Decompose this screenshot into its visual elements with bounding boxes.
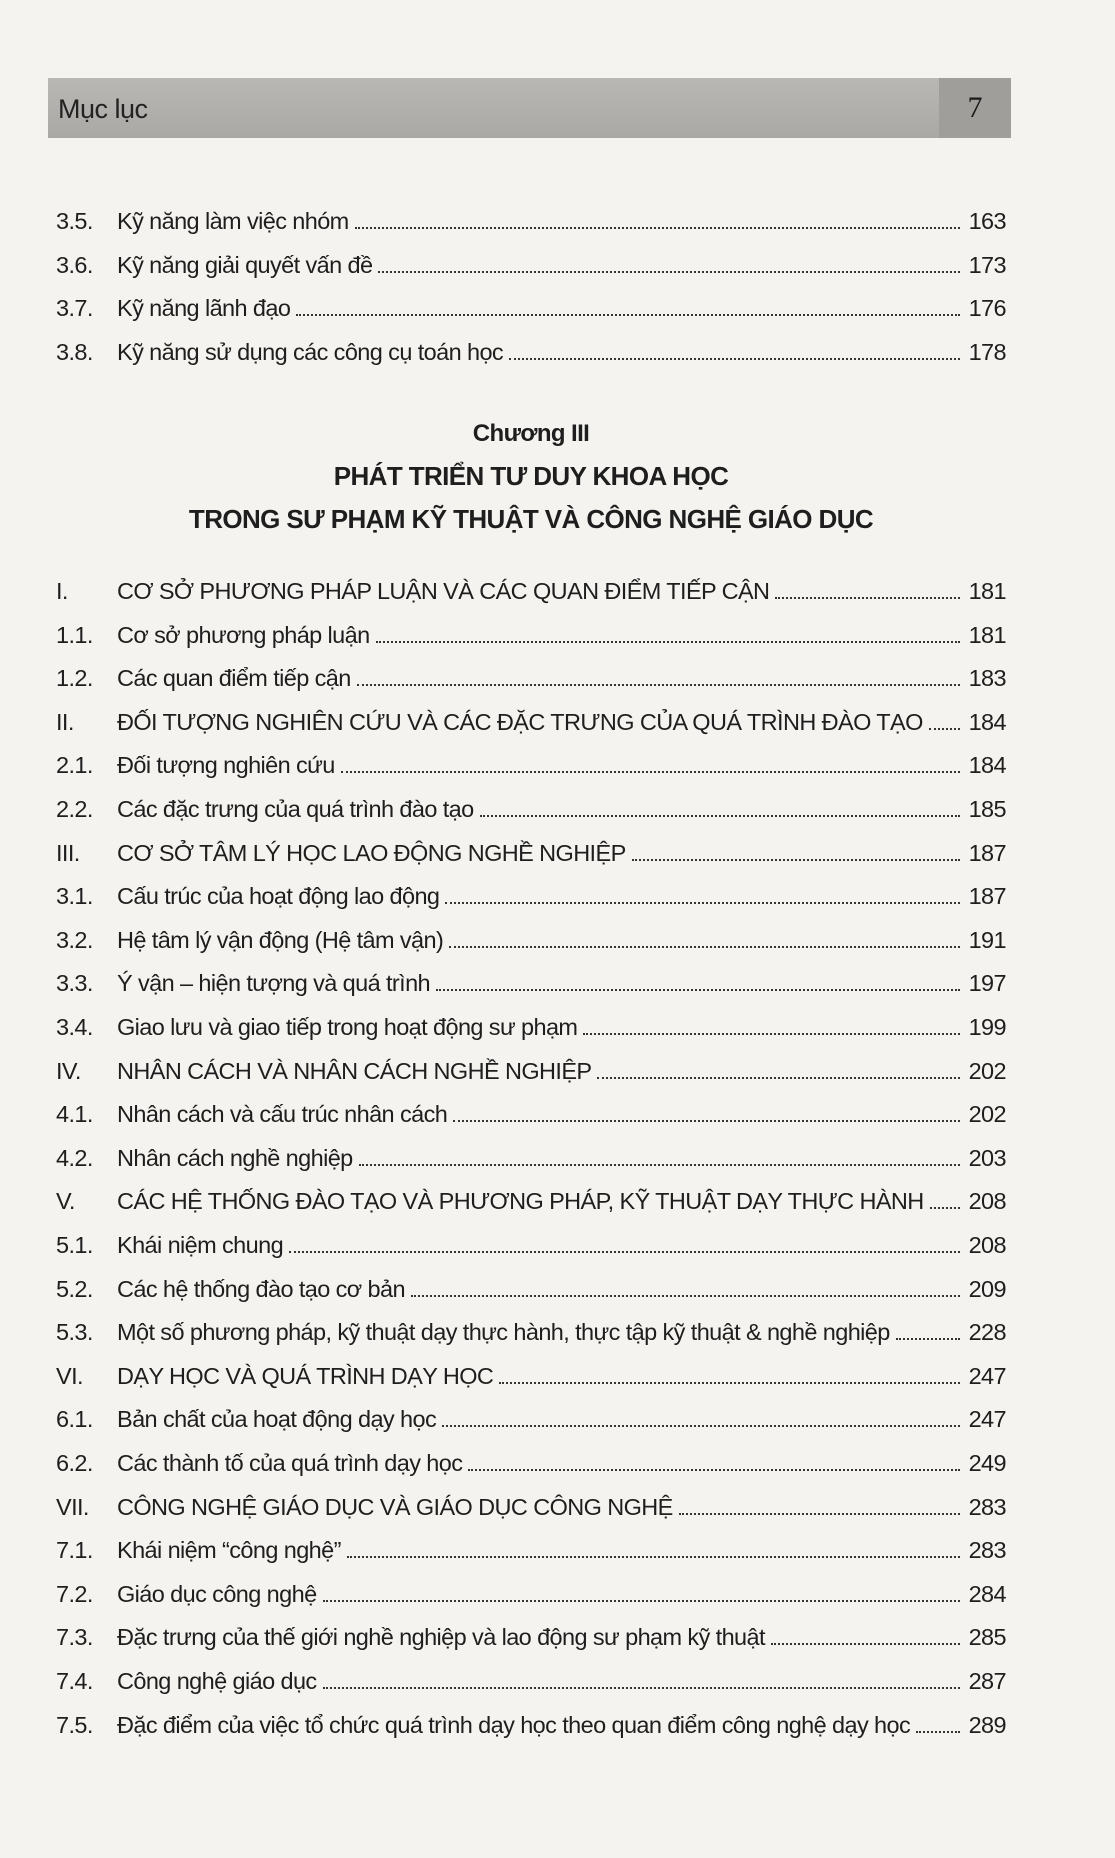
toc-entry-page: 208 xyxy=(968,1232,1006,1258)
toc-entry-page: 185 xyxy=(968,796,1006,822)
dot-leader xyxy=(411,1294,960,1297)
page-header xyxy=(48,78,1011,138)
toc-entry-page: 285 xyxy=(968,1624,1006,1651)
dot-leader xyxy=(355,226,960,229)
toc-entry-number: 2.1. xyxy=(56,752,93,779)
toc-entry-page: 228 xyxy=(968,1319,1006,1346)
toc-entry-title: Kỹ năng sử dụng các công cụ toán học xyxy=(117,338,504,365)
toc-entry-page: 191 xyxy=(968,926,1006,953)
toc-entry-number: 7.3. xyxy=(56,1624,93,1651)
toc-entry-number: 6.1. xyxy=(56,1406,93,1433)
toc-entry-page: 247 xyxy=(968,1406,1006,1433)
dot-leader xyxy=(916,1730,960,1733)
toc-entry xyxy=(56,696,1006,736)
toc-entry-title: Nhân cách nghề nghiệp xyxy=(117,1144,353,1171)
toc-entry-number: 3.7. xyxy=(56,295,93,321)
toc-entry-title: Cơ sở phương pháp luận xyxy=(117,621,370,648)
toc-entry xyxy=(56,652,1006,692)
toc-entry-title: Công nghệ giáo dục xyxy=(117,1668,317,1694)
toc-entry xyxy=(56,1699,1006,1739)
toc-entry-number: 1.2. xyxy=(56,665,93,692)
toc-entry-number: 2.2. xyxy=(56,796,93,822)
dot-leader xyxy=(323,1686,960,1689)
toc-entry-title: Các quan điểm tiếp cận xyxy=(117,665,351,692)
toc-entry-number: VI. xyxy=(56,1362,83,1389)
chapter-title-line-2: TRONG SƯ PHẠM KỸ THUẬT VÀ CÔNG NGHỆ GIÁO DỤC xyxy=(188,504,874,534)
dot-leader xyxy=(453,1119,960,1122)
toc-entry xyxy=(56,1088,1006,1128)
toc-entry-title: CÁC HỆ THỐNG ĐÀO TẠO VÀ PHƯƠNG PHÁP, KỸ THUẬT DẠY THỰC HÀNH xyxy=(117,1188,924,1215)
toc-entry-title: Khái niệm chung xyxy=(117,1232,284,1258)
toc-entry-title: Một số phương pháp, kỹ thuật dạy thực hành, thực tập kỹ thuật & nghề nghiệp xyxy=(117,1319,890,1346)
toc-entry-title: Đặc điểm của việc tổ chức quá trình dạy học theo quan điểm công nghệ dạy học xyxy=(117,1711,911,1738)
dot-leader xyxy=(929,727,960,730)
toc-entry-number: 5.2. xyxy=(56,1275,93,1302)
toc-entry-page: 197 xyxy=(968,970,1006,997)
toc-entry xyxy=(56,565,1006,605)
toc-entry xyxy=(56,1175,1006,1215)
toc-entry-page: 163 xyxy=(968,208,1006,234)
toc-entry-page: 176 xyxy=(968,295,1006,321)
toc-entry xyxy=(56,1306,1006,1346)
toc-entry-number: III. xyxy=(56,839,80,866)
toc-entry-title: Bản chất của hoạt động dạy học xyxy=(117,1406,437,1433)
running-title: Mục lục xyxy=(58,94,148,124)
dot-leader xyxy=(468,1468,960,1471)
toc-entry xyxy=(56,1437,1006,1477)
toc-entry-page: 283 xyxy=(968,1493,1006,1520)
dot-leader xyxy=(347,1555,960,1558)
toc-entry xyxy=(56,282,1006,322)
toc-entry xyxy=(56,195,1006,235)
toc-entry-page: 181 xyxy=(968,621,1006,648)
toc-entry-number: 4.2. xyxy=(56,1144,93,1171)
dot-leader xyxy=(357,683,960,686)
dot-leader xyxy=(436,988,960,991)
toc-entry-page: 203 xyxy=(968,1144,1006,1171)
toc-entry-number: 4.1. xyxy=(56,1101,93,1128)
dot-leader xyxy=(583,1032,960,1035)
toc-entry xyxy=(56,914,1006,954)
toc-entry-title: CƠ SỞ TÂM LÝ HỌC LAO ĐỘNG NGHỀ NGHIỆP xyxy=(117,839,626,866)
toc-entry-page: 202 xyxy=(968,1057,1006,1084)
toc-entry xyxy=(56,1611,1006,1651)
toc-entry xyxy=(56,827,1006,867)
toc-entry-number: 3.4. xyxy=(56,1014,93,1040)
toc-entry-page: 173 xyxy=(968,251,1006,278)
toc-entry xyxy=(56,609,1006,649)
toc-entry xyxy=(56,783,1006,823)
toc-entry-title: Đặc trưng của thế giới nghề nghiệp và lao động sư phạm kỹ thuật xyxy=(117,1624,765,1651)
toc-entry-title: Các hệ thống đào tạo cơ bản xyxy=(117,1275,405,1302)
toc-entry-title: NHÂN CÁCH VÀ NHÂN CÁCH NGHỀ NGHIỆP xyxy=(117,1057,592,1084)
toc-entry-page: 187 xyxy=(968,839,1006,866)
dot-leader xyxy=(930,1206,960,1209)
toc-entry xyxy=(56,1393,1006,1433)
dot-leader xyxy=(632,858,960,861)
toc-entry xyxy=(56,957,1006,997)
toc-entry-number: 7.5. xyxy=(56,1711,93,1738)
toc-entry-page: 283 xyxy=(968,1537,1006,1564)
toc-entry-number: 3.6. xyxy=(56,251,93,278)
dot-leader xyxy=(359,1163,960,1166)
dot-leader xyxy=(323,1599,960,1602)
page-number: 7 xyxy=(939,78,1011,138)
toc-entry-number: 7.4. xyxy=(56,1668,93,1694)
dot-leader xyxy=(442,1424,960,1427)
toc-entry-number: 6.2. xyxy=(56,1450,93,1476)
toc-entry-title: Ý vận – hiện tượng và quá trình xyxy=(117,970,431,997)
toc-entry-title: CƠ SỞ PHƯƠNG PHÁP LUẬN VÀ CÁC QUAN ĐIỂM TIẾP CẬN xyxy=(117,578,770,604)
dot-leader xyxy=(376,640,960,643)
dot-leader xyxy=(597,1076,960,1079)
toc-entry-page: 178 xyxy=(968,338,1006,365)
dot-leader xyxy=(445,901,960,904)
toc-entry-number: 3.1. xyxy=(56,883,93,910)
toc-entry xyxy=(56,1350,1006,1390)
toc-entry-page: 208 xyxy=(968,1188,1006,1215)
toc-entry-title: Kỹ năng làm việc nhóm xyxy=(117,208,349,234)
toc-entry xyxy=(56,1263,1006,1303)
chapter-number: Chương III xyxy=(472,420,590,447)
dot-leader xyxy=(289,1250,960,1253)
toc-entry xyxy=(56,1524,1006,1564)
dot-leader xyxy=(378,270,960,273)
toc-entry-title: Giáo dục công nghệ xyxy=(117,1580,317,1607)
toc-entry-title: ĐỐI TƯỢNG NGHIÊN CỨU VÀ CÁC ĐẶC TRƯNG CỦA QUÁ TRÌNH ĐÀO TẠO xyxy=(117,708,923,735)
toc-entry-number: I. xyxy=(56,578,68,604)
toc-entry-number: 7.1. xyxy=(56,1537,93,1564)
dot-leader xyxy=(771,1642,960,1645)
toc-entry-number: 3.5. xyxy=(56,208,93,234)
toc-entry-number: 3.2. xyxy=(56,926,93,953)
toc-entry xyxy=(56,1655,1006,1695)
toc-entry xyxy=(56,1132,1006,1172)
toc-entry-page: 184 xyxy=(968,708,1006,735)
toc-entry-number: 7.2. xyxy=(56,1580,93,1607)
toc-entry-page: 183 xyxy=(968,665,1006,692)
dot-leader xyxy=(509,357,960,360)
toc-entry-number: II. xyxy=(56,708,74,735)
toc-entry-title: Kỹ năng lãnh đạo xyxy=(117,295,291,321)
toc-entry-number: IV. xyxy=(56,1057,81,1084)
toc-entry-title: Các đặc trưng của quá trình đào tạo xyxy=(117,796,474,822)
toc-entry-title: Khái niệm “công nghệ” xyxy=(117,1537,341,1564)
toc-entry xyxy=(56,870,1006,910)
toc-entry-number: 3.3. xyxy=(56,970,93,997)
dot-leader xyxy=(341,770,960,773)
toc-entry xyxy=(56,326,1006,366)
toc-entry xyxy=(56,1001,1006,1041)
dot-leader xyxy=(296,313,960,316)
toc-entry-page: 187 xyxy=(968,883,1006,910)
dot-leader xyxy=(499,1381,960,1384)
toc-entry xyxy=(56,739,1006,779)
toc-entry-title: Kỹ năng giải quyết vấn đề xyxy=(117,251,373,278)
toc-entry-number: 3.8. xyxy=(56,338,93,365)
toc-entry-number: V. xyxy=(56,1188,75,1215)
toc-entry-number: 5.3. xyxy=(56,1319,93,1346)
toc-entry-title: Các thành tố của quá trình dạy học xyxy=(117,1450,463,1476)
toc-entry-number: 5.1. xyxy=(56,1232,93,1258)
toc-entry-title: Hệ tâm lý vận động (Hệ tâm vận) xyxy=(117,926,444,953)
toc-entry-page: 202 xyxy=(968,1101,1006,1128)
toc-entry-page: 199 xyxy=(968,1014,1006,1040)
toc-entry-page: 284 xyxy=(968,1580,1006,1607)
toc-entry-number: 1.1. xyxy=(56,621,93,648)
toc-entry xyxy=(56,1219,1006,1259)
toc-entry xyxy=(56,1568,1006,1608)
toc-entry-title: Cấu trúc của hoạt động lao động xyxy=(117,883,440,910)
dot-leader xyxy=(775,596,960,599)
toc-entry-title: Đối tượng nghiên cứu xyxy=(117,752,335,779)
dot-leader xyxy=(679,1512,960,1515)
toc-entry-number: VII. xyxy=(56,1493,89,1520)
toc-entry-title: Giao lưu và giao tiếp trong hoạt động sư phạm xyxy=(117,1014,578,1040)
chapter-title-line-1: PHÁT TRIỂN TƯ DUY KHOA HỌC xyxy=(333,461,729,491)
toc-entry-page: 209 xyxy=(968,1275,1006,1302)
toc-entry-page: 184 xyxy=(968,752,1006,779)
toc-entry-page: 287 xyxy=(968,1668,1006,1694)
dot-leader xyxy=(896,1337,960,1340)
toc-entry-page: 181 xyxy=(968,578,1006,604)
toc-entry xyxy=(56,1481,1006,1521)
toc-entry-title: Nhân cách và cấu trúc nhân cách xyxy=(117,1101,448,1128)
dot-leader xyxy=(449,945,960,948)
dot-leader xyxy=(480,814,960,817)
toc-entry-page: 249 xyxy=(968,1450,1006,1476)
toc-entry xyxy=(56,239,1006,279)
toc-entry-title: CÔNG NGHỆ GIÁO DỤC VÀ GIÁO DỤC CÔNG NGHỆ xyxy=(117,1493,673,1520)
toc-entry xyxy=(56,1045,1006,1085)
toc-entry-page: 247 xyxy=(968,1362,1006,1389)
toc-entry-page: 289 xyxy=(968,1711,1006,1738)
toc-entry-title: DẠY HỌC VÀ QUÁ TRÌNH DẠY HỌC xyxy=(117,1362,494,1389)
